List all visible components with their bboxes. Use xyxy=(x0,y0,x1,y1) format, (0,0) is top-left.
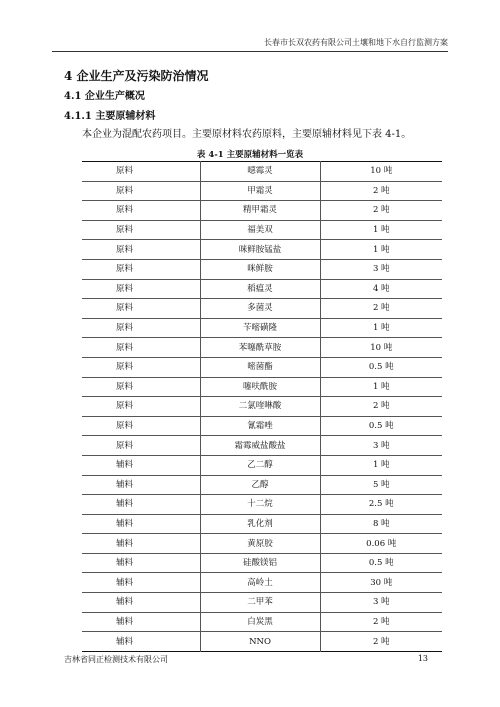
material-name-cell: 高岭土 xyxy=(200,573,320,593)
table-row xyxy=(82,593,442,613)
material-amount-cell: 2 吨 xyxy=(320,612,442,632)
table-row xyxy=(82,612,442,632)
material-amount-cell: 1 吨 xyxy=(320,220,442,240)
material-type-cell: 原料 xyxy=(82,338,200,358)
material-name-cell: NNO xyxy=(200,632,320,652)
material-amount-cell: 2 吨 xyxy=(320,397,442,417)
material-name-cell: 咪鲜胺锰盐 xyxy=(200,240,320,260)
material-amount-cell: 10 吨 xyxy=(320,338,442,358)
material-type-cell: 原料 xyxy=(82,181,200,201)
material-amount-cell: 1 吨 xyxy=(320,318,442,338)
material-type-cell: 辅料 xyxy=(82,632,200,652)
material-type-cell: 辅料 xyxy=(82,593,200,613)
table-row xyxy=(82,279,442,299)
page-header xyxy=(52,38,448,52)
table-row xyxy=(82,436,442,456)
material-type-cell: 原料 xyxy=(82,436,200,456)
material-name-cell: 二氯喹啉酸 xyxy=(200,397,320,417)
table-row xyxy=(82,162,442,182)
material-type-cell: 原料 xyxy=(82,299,200,319)
section-heading: 4 企业生产及污染防治情况 xyxy=(64,69,209,83)
materials-table xyxy=(82,161,442,652)
table-row xyxy=(82,377,442,397)
material-type-cell: 辅料 xyxy=(82,553,200,573)
material-amount-cell: 0.06 吨 xyxy=(320,534,442,554)
material-amount-cell: 0.5 吨 xyxy=(320,416,442,436)
table-row xyxy=(82,495,442,515)
material-name-cell: 氰霜唑 xyxy=(200,416,320,436)
material-name-cell: 白炭黑 xyxy=(200,612,320,632)
material-type-cell: 原料 xyxy=(116,166,134,177)
table-row xyxy=(82,632,442,652)
material-type-cell: 辅料 xyxy=(82,475,200,495)
table-row xyxy=(82,553,442,573)
material-amount-cell: 1 吨 xyxy=(320,377,442,397)
material-amount-cell: 0.5 吨 xyxy=(320,357,442,377)
material-name-cell: 精甲霜灵 xyxy=(200,201,320,221)
material-name-cell: 甲霜灵 xyxy=(200,181,320,201)
material-amount-cell: 30 吨 xyxy=(320,573,442,593)
material-name-cell: 咪鲜胺 xyxy=(200,259,320,279)
material-type-cell: 辅料 xyxy=(82,455,200,475)
material-type-cell: 辅料 xyxy=(82,534,200,554)
material-amount-cell: 1 吨 xyxy=(320,240,442,260)
material-amount-cell: 3 吨 xyxy=(320,259,442,279)
table-row xyxy=(82,240,442,260)
material-name-cell: 黄原胶 xyxy=(200,534,320,554)
material-name-cell: 二甲苯 xyxy=(200,593,320,613)
material-type-cell: 原料 xyxy=(82,279,200,299)
material-name-cell: 乙醇 xyxy=(200,475,320,495)
material-amount-cell: 5 吨 xyxy=(320,475,442,495)
material-amount-cell: 2 吨 xyxy=(320,181,442,201)
subsection-heading: 4.1 企业生产概况 xyxy=(64,91,145,102)
table-row xyxy=(82,475,442,495)
material-type-cell: 原料 xyxy=(82,357,200,377)
header-title: 长春市长双农药有限公司土壤和地下水自行监测方案 xyxy=(264,38,448,47)
material-type-cell: 原料 xyxy=(82,220,200,240)
material-type-cell: 辅料 xyxy=(82,514,200,534)
material-name-cell: 乙二醇 xyxy=(200,455,320,475)
table-row xyxy=(82,455,442,475)
material-type-cell: 原料 xyxy=(82,416,200,436)
footer-company: 吉林省同正检测技术有限公司 xyxy=(64,655,168,664)
table-row xyxy=(82,416,442,436)
subsubsection-heading: 4.1.1 主要原辅材料 xyxy=(64,111,156,122)
table-row xyxy=(82,397,442,417)
table-row xyxy=(82,201,442,221)
material-amount-cell: 2.5 吨 xyxy=(320,495,442,515)
material-name-cell: 苄嘧磺隆 xyxy=(200,318,320,338)
table-row xyxy=(82,573,442,593)
material-amount-cell: 2 吨 xyxy=(320,632,442,652)
table-caption: 表 4-1 主要原辅材料一览表 xyxy=(196,150,304,160)
material-type-cell: 原料 xyxy=(82,318,200,338)
material-name-cell: 噻呋酰胺 xyxy=(200,377,320,397)
material-name-cell: 硅酸镁铝 xyxy=(200,553,320,573)
table-row xyxy=(82,514,442,534)
table-row xyxy=(82,299,442,319)
material-amount-cell: 0.5 吨 xyxy=(320,553,442,573)
table-row xyxy=(82,338,442,358)
table-row xyxy=(82,357,442,377)
body-paragraph: 本企业为混配农药项目。主要原材料农药原料，主要原辅材料见下表 4-1。 xyxy=(82,129,412,140)
material-amount-cell: 3 吨 xyxy=(320,593,442,613)
material-amount-cell: 1 吨 xyxy=(320,455,442,475)
material-amount-cell: 3 吨 xyxy=(320,436,442,456)
material-type-cell: 原料 xyxy=(82,201,200,221)
material-amount-cell: 4 吨 xyxy=(320,279,442,299)
material-type-cell: 辅料 xyxy=(82,573,200,593)
materials-table-body xyxy=(82,162,442,652)
material-type-cell: 原料 xyxy=(82,240,200,260)
material-amount-cell: 2 吨 xyxy=(320,201,442,221)
material-name-cell: 福美双 xyxy=(200,220,320,240)
material-name-cell: 十二烷 xyxy=(200,495,320,515)
page-number: 13 xyxy=(417,654,428,663)
table-row xyxy=(82,259,442,279)
material-name-cell: 嘧菌酯 xyxy=(200,357,320,377)
material-name-cell: 多菌灵 xyxy=(200,299,320,319)
material-name-cell: 苯噻酰草胺 xyxy=(200,338,320,358)
material-amount-cell: 10 吨 xyxy=(320,162,442,182)
material-type-cell: 辅料 xyxy=(82,495,200,515)
material-name-cell: 稻瘟灵 xyxy=(200,279,320,299)
material-name-cell: 噁霉灵 xyxy=(200,162,320,182)
material-type-cell: 原料 xyxy=(82,259,200,279)
table-row xyxy=(82,318,442,338)
material-amount-cell: 2 吨 xyxy=(320,299,442,319)
table-row xyxy=(82,534,442,554)
material-amount-cell: 8 吨 xyxy=(320,514,442,534)
table-row xyxy=(82,181,442,201)
table-row xyxy=(82,220,442,240)
material-type-cell: 辅料 xyxy=(82,612,200,632)
material-name-cell: 霜霉威盐酸盐 xyxy=(200,436,320,456)
material-type-cell: 原料 xyxy=(82,377,200,397)
material-name-cell: 乳化剂 xyxy=(200,514,320,534)
material-type-cell: 原料 xyxy=(82,397,200,417)
